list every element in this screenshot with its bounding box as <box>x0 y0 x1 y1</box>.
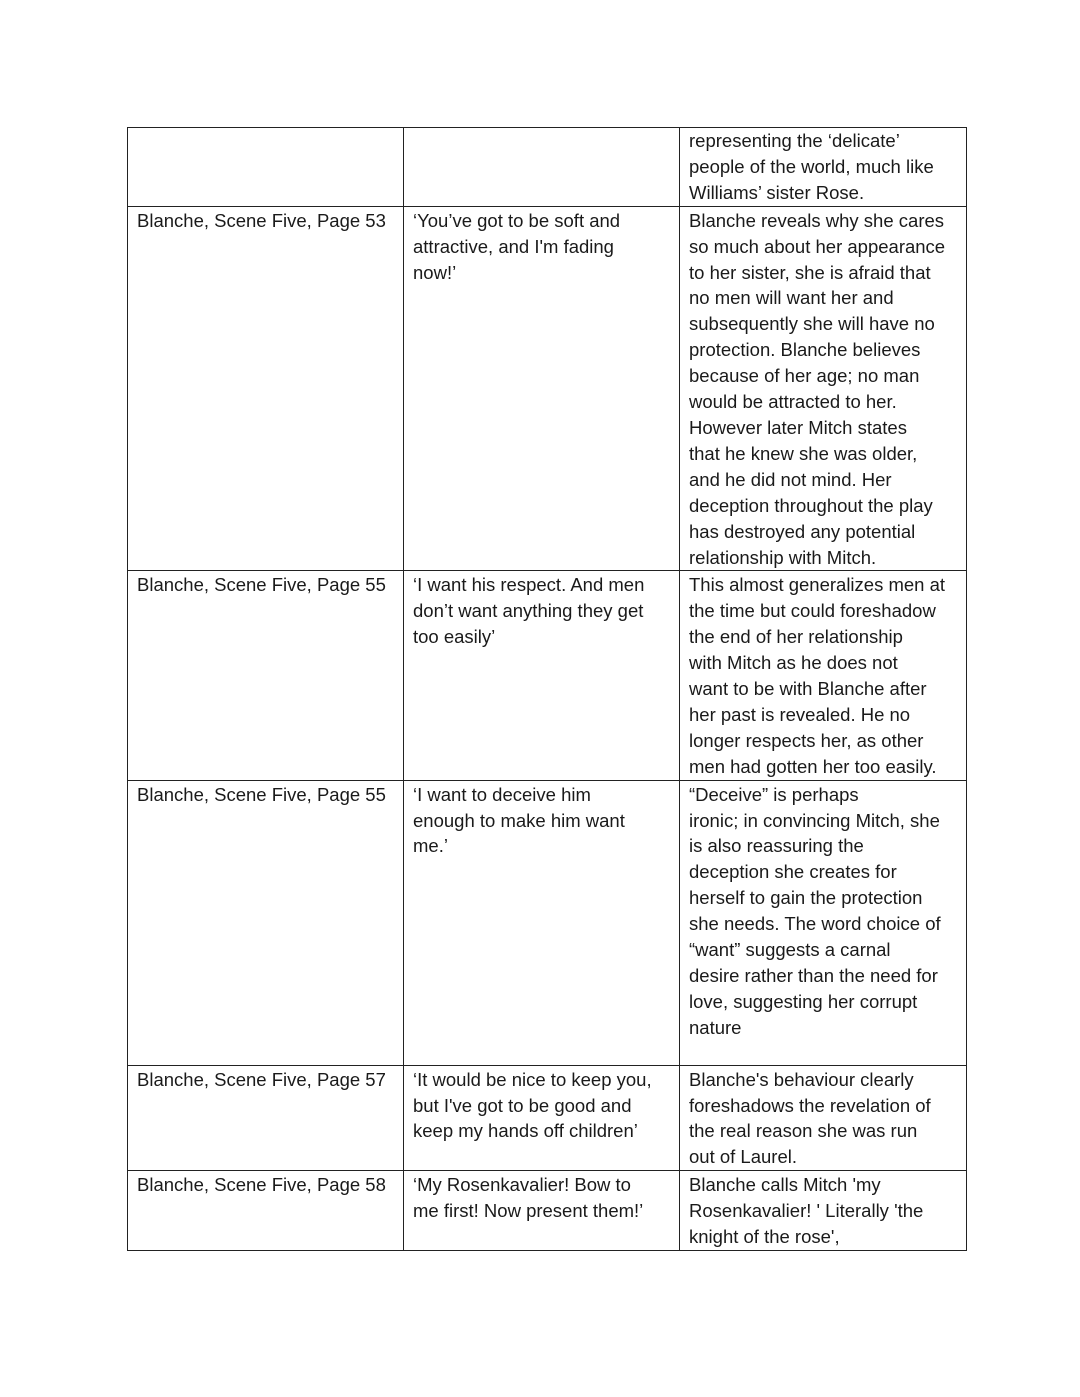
source-cell <box>128 780 404 1065</box>
quote-cell <box>404 206 680 571</box>
table-row <box>128 206 967 571</box>
quote-text: ‘I want to deceive him enough to make him want me.’ <box>413 783 625 857</box>
analysis-cell <box>680 780 967 1065</box>
quote-cell <box>404 128 680 207</box>
analysis-cell <box>680 128 967 207</box>
quotes-analysis-table <box>127 127 967 1251</box>
source-cell <box>128 128 404 207</box>
quote-text: ‘I want his respect. And men don’t want anything they get too easily’ <box>413 574 645 648</box>
quote-cell <box>404 1065 680 1171</box>
quote-cell <box>404 1171 680 1251</box>
source-cell <box>128 571 404 780</box>
analysis-cell <box>680 1171 967 1251</box>
source-cell <box>128 206 404 571</box>
table-row <box>128 1065 967 1171</box>
analysis-text: This almost generalizes men at the time but could foreshadow the end of her relationship with Mitch as he does not want to be with Blanche after her past is revealed. He no longer respects her, as other men had gotten her too easily. <box>689 574 946 777</box>
source-cell <box>128 1171 404 1251</box>
source-text: Blanche, Scene Five, Page 57 <box>137 1068 386 1090</box>
quote-cell <box>404 780 680 1065</box>
analysis-cell <box>680 1065 967 1171</box>
analysis-text: Blanche's behaviour clearly foreshadows the revelation of the real reason she was run out of Laurel. <box>689 1068 931 1168</box>
source-cell <box>128 1065 404 1171</box>
quote-cell <box>404 571 680 780</box>
source-text: Blanche, Scene Five, Page 55 <box>137 574 386 596</box>
quote-text: ‘My Rosenkavalier! Bow to me first! Now present them!’ <box>413 1174 644 1222</box>
analysis-text: Blanche reveals why she cares so much about her appearance to her sister, she is afraid that no men will want her and subsequently she will have no protection. Blanche believes because of her age; no man would be attracted to her. However later Mitch states that he knew she was older, and he did not mind. Her deception throughout the play has destroyed any potential relationship with Mitch. <box>689 209 946 568</box>
source-text: Blanche, Scene Five, Page 58 <box>137 1174 386 1196</box>
analysis-cell <box>680 206 967 571</box>
analysis-text: Blanche calls Mitch 'my Rosenkavalier! ' Literally 'the knight of the rose', <box>689 1174 924 1248</box>
quote-text: ‘You’ve got to be soft and attractive, and I'm fading now!’ <box>413 209 621 283</box>
table-row <box>128 1171 967 1251</box>
analysis-cell <box>680 571 967 780</box>
source-text: Blanche, Scene Five, Page 53 <box>137 209 386 231</box>
table-row <box>128 780 967 1065</box>
source-text: Blanche, Scene Five, Page 55 <box>137 783 386 805</box>
analysis-text: representing the ‘delicate’ people of the world, much like Williams’ sister Rose. <box>689 130 934 203</box>
analysis-text: “Deceive” is perhaps ironic; in convincing Mitch, she is also reassuring the deception she creates for herself to gain the protection she needs. The word choice of “want” suggests a carnal desire rather than the need for love, suggesting her corrupt nature <box>689 783 941 1038</box>
table-row <box>128 571 967 780</box>
table-row <box>128 128 967 207</box>
quote-text: ‘It would be nice to keep you, but I've got to be good and keep my hands off children’ <box>413 1068 652 1142</box>
